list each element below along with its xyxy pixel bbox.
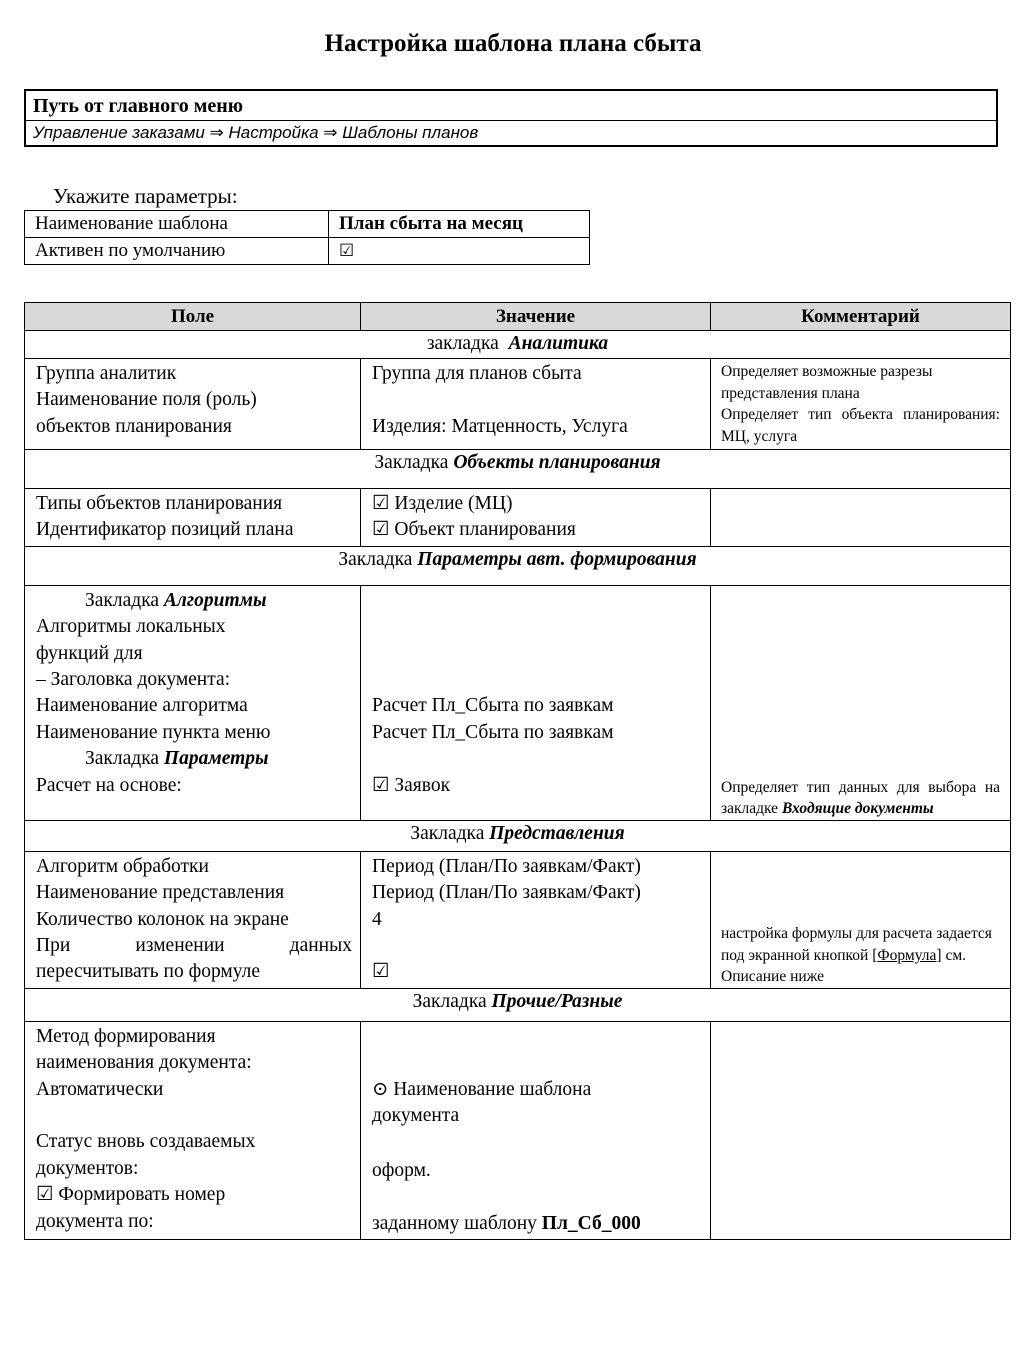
column-header-value: Значение [361,303,711,331]
table-row [25,851,1011,988]
field-cell [25,1021,361,1239]
section-name: Объекты планирования [453,452,661,473]
value-cell [361,851,711,988]
section-analytics [25,331,1011,359]
section-name: Параметры авт. формирования [417,548,697,570]
section-autoform [25,546,1011,585]
field-text-justified: При изменении данных [36,935,352,957]
value-cell [361,1021,711,1239]
comment-text: Определяет тип данных для выбора на закладке [721,778,1000,818]
value-text: 4 [372,908,382,930]
value-text: документа [372,1105,460,1127]
param-value: План сбыта на месяц [329,211,590,238]
field-text: наименования документа: [36,1052,252,1074]
comment-cell [711,585,1011,820]
value-text: Период (План/По заявкам/Факт) [372,855,641,877]
comment-cell [711,1021,1011,1239]
value-text: оформ. [372,1159,431,1181]
section-row [25,820,1011,851]
field-text: Алгоритм обработки [36,855,209,877]
param-value [329,238,590,265]
params-row [25,238,590,265]
field-text: документа по: [36,1210,154,1232]
param-name: Наименование шаблона [25,211,329,238]
field-text: пересчитывать по формуле [36,961,261,983]
comment-text: Определяет возможные разрезы представления плана [721,363,933,402]
field-text: Количество колонок на экране [36,908,289,930]
section-prefix: закладка [426,333,499,354]
section-prefix: Закладка [410,822,485,844]
field-text: Алгоритмы локальных [36,616,226,638]
field-text: Наименование представления [36,882,285,904]
page-title: Настройка шаблона плана сбыта [324,30,702,57]
value-text: Расчет Пл_Сбыта по заявкам [372,721,614,743]
checkbox-checked-icon: ☑ [339,241,355,261]
value-text: Период (План/По заявкам/Факт) [372,882,641,904]
params-label: Укажите параметры: [53,184,238,208]
field-text: – Заголовка документа: [36,669,231,691]
settings-table [24,302,1011,1240]
comment-text: Определяет тип объекта планирования: МЦ, услуга [721,406,1000,445]
field-text: Расчет на основе: [36,774,182,796]
value-radio-item: ⊙ Наименование шаблона [372,1078,592,1100]
subsection-title: Закладка Алгоритмы [85,589,267,611]
field-text: документов: [36,1157,139,1179]
header-row [25,303,1011,331]
value-text: заданному шаблону Пл_Сб_000 [372,1212,641,1234]
comment-bold-text: Входящие документы [781,800,934,818]
menu-path-box [24,89,998,147]
value-cell [361,359,711,450]
param-name: Активен по умолчанию [25,238,329,265]
checkbox-checked-icon: ☑ [372,961,390,983]
menu-path-header: Путь от главного меню [26,91,996,121]
column-header-comment: Комментарий [711,303,1011,331]
field-text: Статус вновь создаваемых [36,1131,256,1153]
table-row [25,489,1011,547]
field-text: Группа аналитик [36,363,177,384]
section-prefix: Закладка [338,548,413,570]
field-cell [25,359,361,450]
comment-cell [711,851,1011,988]
table-row [25,359,1011,450]
table-row [25,585,1011,820]
field-cell [25,851,361,988]
field-text: Наименование пункта меню [36,721,271,743]
params-table [24,210,590,265]
value-text: Изделия: Матценность, Услуга [372,415,628,437]
value-checkbox-item: ☑ Изделие (МЦ) [372,493,513,514]
comment-text: настройка формулы для расчета задается под экранной кнопкой [ [721,925,992,964]
section-prefix: Закладка [412,990,487,1012]
value-text: Группа для планов сбыта [372,363,582,384]
comment-cell [711,359,1011,450]
section-name: Аналитика [508,333,609,354]
field-cell [25,489,361,547]
subsection-title: Закладка Параметры [85,748,269,770]
section-misc [25,988,1011,1021]
field-text: объектов планирования [36,415,232,437]
value-checkbox-item: ☑ Заявок [372,774,451,796]
section-row [25,988,1011,1021]
value-cell [361,585,711,820]
value-checkbox-item: ☑ Объект планирования [372,519,576,541]
field-cell [25,585,361,820]
field-checkbox-item: ☑ Формировать номер [36,1184,226,1206]
field-text: Наименование поля (роль) [36,389,257,411]
params-row [25,211,590,238]
comment-text: ] см. Описание ниже [721,946,967,986]
section-name: Прочие/Разные [491,990,623,1012]
section-prefix: Закладка [374,452,449,473]
section-views [25,820,1011,851]
column-header-field: Поле [25,303,361,331]
section-row [25,546,1011,585]
section-row [25,450,1011,489]
field-text: Метод формирования [36,1025,216,1047]
section-name: Представления [489,822,625,844]
table-row [25,1021,1011,1239]
menu-path-text: Управление заказами ⇒ Настройка ⇒ Шаблоны планов [33,123,479,142]
formula-link[interactable]: Формула [877,946,937,964]
section-row [25,331,1011,359]
comment-cell [711,489,1011,547]
field-text: функций для [36,642,143,664]
field-text: Автоматически [36,1078,164,1100]
value-text: Расчет Пл_Сбыта по заявкам [372,695,614,717]
value-cell [361,489,711,547]
field-text: Идентификатор позиций плана [36,519,294,541]
field-text: Типы объектов планирования [36,493,283,514]
section-objects [25,450,1011,489]
field-text: Наименование алгоритма [36,695,248,717]
